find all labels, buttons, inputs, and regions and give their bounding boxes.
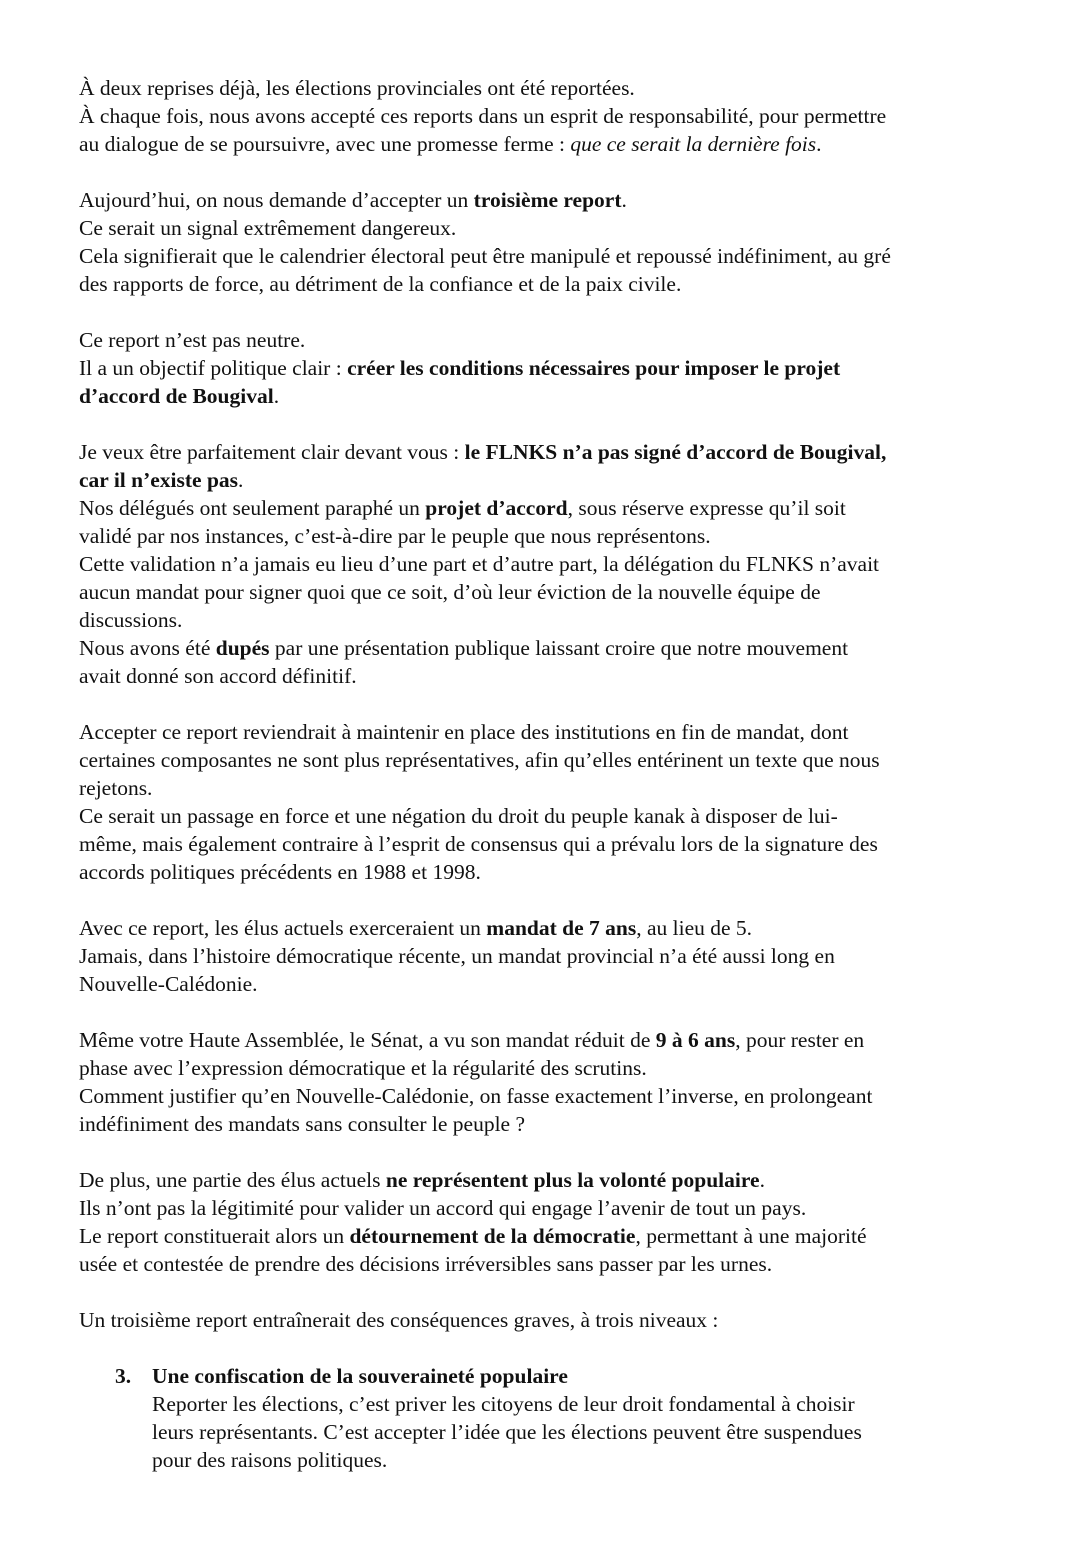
text-line xyxy=(79,186,1019,214)
paragraph-senate-comparison xyxy=(79,1026,1019,1138)
text-line: validé par nos instances, c’est-à-dire par le peuple que nous représentons. xyxy=(79,524,711,548)
text-line: Ce report n’est pas neutre. xyxy=(79,328,306,352)
text-run: . xyxy=(816,132,822,156)
bold-text: 9 à 6 ans xyxy=(655,1028,736,1052)
text-run: De plus, une partie des élus actuels xyxy=(79,1168,386,1192)
text-line: À deux reprises déjà, les élections provinciales ont été reportées. xyxy=(79,76,635,100)
text-line: aucun mandat pour signer quoi que ce soit, d’où leur éviction de la nouvelle équipe de xyxy=(79,580,821,604)
text-line: Reporter les élections, c’est priver les citoyens de leur droit fondamental à choisir xyxy=(152,1392,855,1416)
paragraph-previous-postponements xyxy=(79,74,1019,158)
text-run: Je veux être parfaitement clair devant vous : xyxy=(79,440,465,464)
text-line: Cela signifierait que le calendrier électoral peut être manipulé et repoussé indéfiniment, au gré xyxy=(79,244,891,268)
text-line: Accepter ce report reviendrait à maintenir en place des institutions en fin de mandat, dont xyxy=(79,720,849,744)
text-line: indéfiniment des mandats sans consulter le peuple ? xyxy=(79,1112,525,1136)
text-run: , au lieu de 5. xyxy=(636,916,753,940)
text-line: Cette validation n’a jamais eu lieu d’une part et d’autre part, la délégation du FLNKS n’avait xyxy=(79,552,880,576)
paragraph-legitimacy xyxy=(79,1166,1019,1278)
bold-text: le FLNKS n’a pas signé d’accord de Bougival, xyxy=(464,440,887,464)
italic-text: que ce serait la dernière fois xyxy=(570,132,817,156)
text-line: Ce serait un passage en force et une négation du droit du peuple kanak à disposer de lui- xyxy=(79,804,838,828)
bold-text: détournement de la démocratie xyxy=(349,1224,636,1248)
paragraph-institutions xyxy=(79,718,1019,886)
text-run: , sous réserve expresse qu’il soit xyxy=(567,496,846,520)
text-line: phase avec l’expression démocratique et la régularité des scrutins. xyxy=(79,1056,647,1080)
text-line: discussions. xyxy=(79,608,183,632)
text-run: Nos délégués ont seulement paraphé un xyxy=(79,496,426,520)
text-run: Avec ce report, les élus actuels exerceraient un xyxy=(79,916,487,940)
text-line xyxy=(79,354,1019,382)
text-line xyxy=(79,466,1019,494)
list-number: 3. xyxy=(115,1364,132,1388)
list-item-title: Une confiscation de la souveraineté populaire xyxy=(152,1364,568,1388)
text-line xyxy=(79,494,1019,522)
document-body xyxy=(79,74,1019,1474)
bold-text: créer les conditions nécessaires pour imposer le projet xyxy=(347,356,841,380)
text-run: au dialogue de se poursuivre, avec une promesse ferme : xyxy=(79,132,571,156)
text-run: Aujourd’hui, on nous demande d’accepter un xyxy=(79,188,474,212)
paragraph-mandate-length xyxy=(79,914,1019,998)
text-run: , permettant à une majorité xyxy=(635,1224,867,1248)
text-line xyxy=(79,1166,1019,1194)
text-line: certaines composantes ne sont plus représentatives, afin qu’elles entérinent un texte que nous xyxy=(79,748,880,772)
text-line: Un troisième report entraînerait des conséquences graves, à trois niveaux : xyxy=(79,1308,719,1332)
text-line: Nouvelle-Calédonie. xyxy=(79,972,258,996)
text-line xyxy=(79,1026,1019,1054)
text-run: . xyxy=(273,384,280,408)
paragraph-consequences-intro xyxy=(79,1306,1019,1334)
bold-text: mandat de 7 ans xyxy=(486,916,637,940)
list-item xyxy=(79,1362,1019,1474)
bold-text: troisième report xyxy=(473,188,622,212)
text-run: Nous avons été xyxy=(79,636,216,660)
text-line: Jamais, dans l’histoire démocratique récente, un mandat provincial n’a été aussi long en xyxy=(79,944,835,968)
paragraph-political-objective xyxy=(79,326,1019,410)
text-line xyxy=(79,634,1019,662)
text-line: même, mais également contraire à l’esprit de consensus qui a prévalu lors de la signature des xyxy=(79,832,878,856)
text-line: pour des raisons politiques. xyxy=(152,1448,388,1472)
text-run: par une présentation publique laissant croire que notre mouvement xyxy=(269,636,849,660)
bold-text: projet d’accord xyxy=(425,496,568,520)
text-line: des rapports de force, au détriment de la confiance et de la paix civile. xyxy=(79,272,682,296)
text-run: Il a un objectif politique clair : xyxy=(79,356,348,380)
text-run: . xyxy=(238,468,244,492)
text-run: . xyxy=(759,1168,765,1192)
text-run: Même votre Haute Assemblée, le Sénat, a vu son mandat réduit de xyxy=(79,1028,656,1052)
paragraph-flnks-position xyxy=(79,438,1019,690)
text-line: À chaque fois, nous avons accepté ces reports dans un esprit de responsabilité, pour permettre xyxy=(79,104,887,128)
text-run: Le report constituerait alors un xyxy=(79,1224,350,1248)
paragraph-third-postponement xyxy=(79,186,1019,298)
text-line xyxy=(79,382,1019,410)
text-line xyxy=(79,438,1019,466)
text-line: Ce serait un signal extrêmement dangereux. xyxy=(79,216,457,240)
bold-text: ne représentent plus la volonté populaire xyxy=(385,1168,760,1192)
bold-text: dupés xyxy=(215,636,270,660)
text-line: avait donné son accord définitif. xyxy=(79,664,357,688)
text-line xyxy=(79,914,1019,942)
text-line: Comment justifier qu’en Nouvelle-Calédonie, on fasse exactement l’inverse, en prolongeant xyxy=(79,1084,873,1108)
text-line xyxy=(79,130,1019,158)
text-run: , pour rester en xyxy=(735,1028,865,1052)
text-line: usée et contestée de prendre des décisions irréversibles sans passer par les urnes. xyxy=(79,1252,773,1276)
consequences-list xyxy=(79,1362,1019,1474)
text-line xyxy=(79,1222,1019,1250)
bold-text: d’accord de Bougival xyxy=(79,384,274,408)
text-line: rejetons. xyxy=(79,776,153,800)
text-line: Ils n’ont pas la légitimité pour valider un accord qui engage l’avenir de tout un pays. xyxy=(79,1196,807,1220)
text-line: accords politiques précédents en 1988 et 1998. xyxy=(79,860,481,884)
text-run: . xyxy=(621,188,627,212)
bold-text: car il n’existe pas xyxy=(79,468,239,492)
text-line: leurs représentants. C’est accepter l’idée que les élections peuvent être suspendues xyxy=(152,1420,862,1444)
